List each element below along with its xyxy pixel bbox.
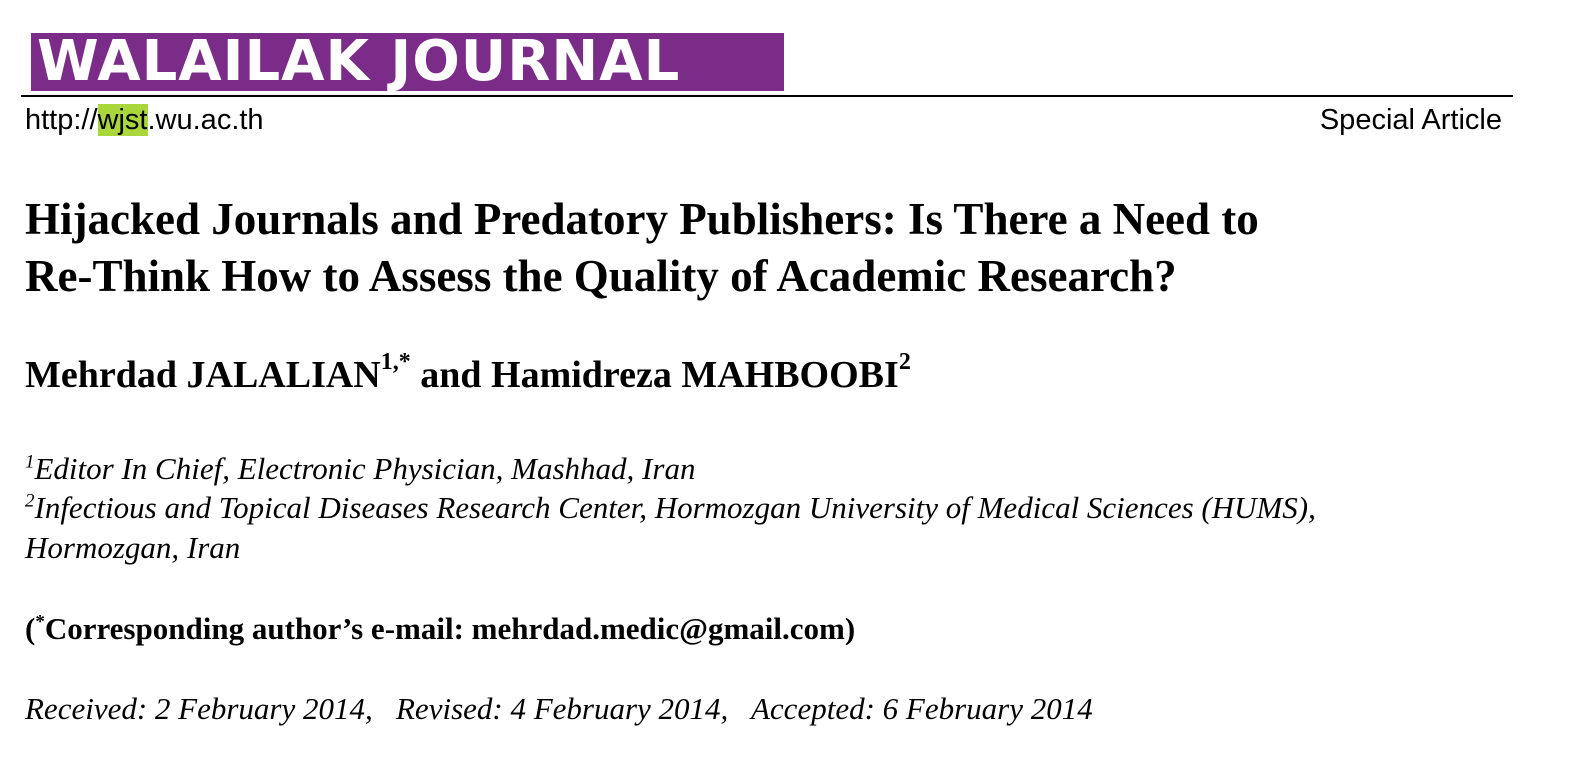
corresponding-author-email (25, 608, 855, 650)
article-title-line1: Hijacked Journals and Predatory Publishers: Is There a Need to (25, 194, 1259, 244)
journal-logo-banner (31, 33, 784, 91)
affiliation-2-text: Infectious and Topical Diseases Research Center, Hormozgan University of Medical Sciences (HUMS), (34, 490, 1316, 525)
article-type-label: Special Article (1319, 104, 1502, 136)
affiliation-1-text: Editor In Chief, Electronic Physician, Mashhad, Iran (34, 451, 696, 486)
author-2-affiliation-marker: 2 (898, 349, 911, 376)
article-title-line2: Re-Think How to Assess the Quality of Academic Research? (25, 251, 1177, 301)
article-title (25, 191, 1525, 305)
journal-logo-text: WALAILAK JOURNAL (37, 33, 681, 91)
affiliation-2 (25, 488, 1316, 528)
article-dates: Received: 2 February 2014, Revised: 4 February 2014, Accepted: 6 February 2014 (25, 691, 1093, 726)
header-divider (21, 95, 1513, 97)
author-1-affiliation-marker: 1,* (380, 349, 411, 376)
author-1-name: Mehrdad JALALIAN (25, 354, 381, 396)
affiliation-2-marker: 2 (25, 490, 35, 512)
author-list (25, 350, 911, 400)
journal-url-highlight: wjst (97, 104, 148, 136)
author-connector: and (410, 354, 492, 396)
affiliation-1 (25, 449, 695, 489)
affiliation-2-continued: Hormozgan, Iran (25, 530, 241, 565)
corresponding-text[interactable]: Corresponding author’s e-mail: mehrdad.medic@gmail.com) (44, 611, 856, 646)
journal-url-suffix: .wu.ac.th (147, 104, 264, 136)
affiliation-1-marker: 1 (25, 451, 35, 473)
journal-url-prefix: http:// (25, 104, 98, 136)
journal-url[interactable] (25, 102, 264, 138)
corresponding-open-paren: ( (25, 611, 36, 646)
author-2-name: Hamidreza MAHBOOBI (491, 354, 899, 396)
corresponding-marker: * (35, 611, 45, 633)
